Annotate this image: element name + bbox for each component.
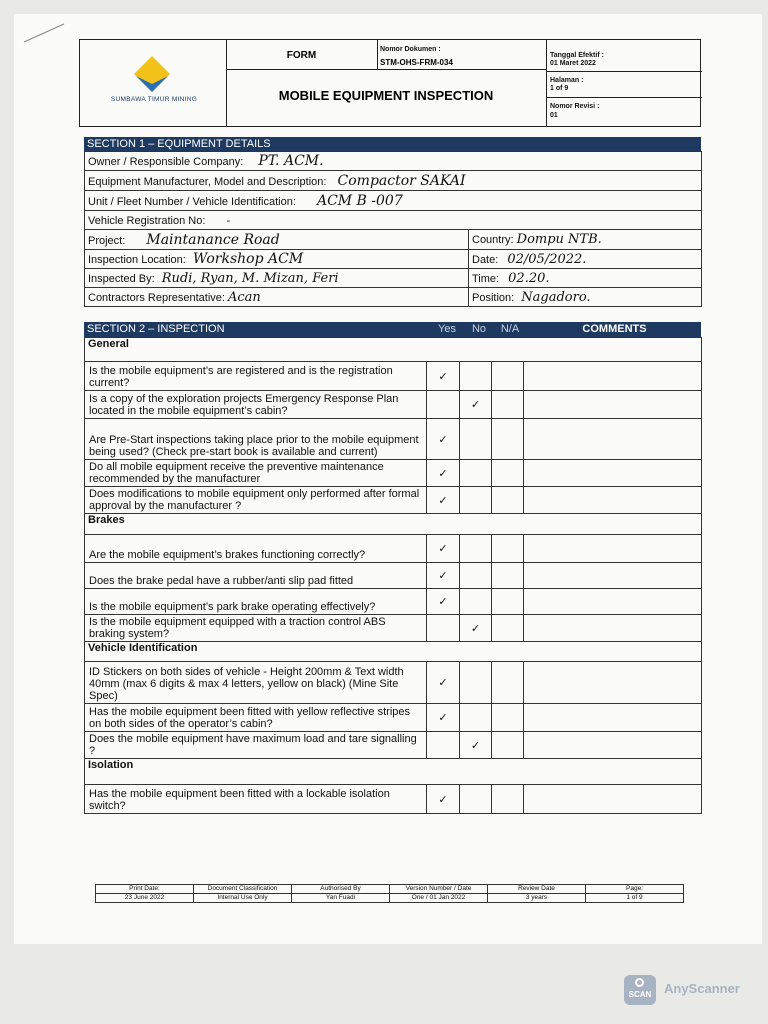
answer-no-cell[interactable] xyxy=(460,535,492,563)
revision-value: 01 xyxy=(550,112,558,119)
answer-yes-cell[interactable] xyxy=(427,391,460,419)
comments-cell[interactable] xyxy=(524,391,702,419)
revision-label: Nomor Revisi : xyxy=(550,103,600,110)
contractor-value: Acan xyxy=(228,289,261,305)
date-value: 02/05/2022. xyxy=(507,251,587,267)
answer-no-cell[interactable] xyxy=(460,662,492,704)
check-mark-icon: ✓ xyxy=(438,595,448,608)
answer-yes-cell[interactable] xyxy=(427,362,460,391)
category-label: Isolation xyxy=(85,759,702,785)
time-label: Time: xyxy=(472,272,500,285)
question-text: Does the mobile equipment have maximum load and tare signalling ? xyxy=(85,732,427,759)
footer-version-label: Version Number / Date xyxy=(390,885,488,894)
location-value: Workshop ACM xyxy=(192,251,304,267)
date-cell xyxy=(469,250,702,269)
answer-yes-cell[interactable] xyxy=(427,487,460,514)
answer-no-cell[interactable] xyxy=(460,362,492,391)
question-text: Do all mobile equipment receive the preventive maintenance recommended by the manufacturer xyxy=(85,460,427,487)
answer-na-cell[interactable] xyxy=(492,391,524,419)
check-mark-icon: ✓ xyxy=(438,711,448,724)
manufacturer-row xyxy=(85,171,702,191)
footer-review: 3 years xyxy=(488,894,586,903)
comments-cell[interactable] xyxy=(524,535,702,563)
unit-row xyxy=(85,191,702,211)
check-mark-icon: ✓ xyxy=(438,792,448,806)
date-label: Date: xyxy=(472,253,499,266)
answer-na-cell[interactable] xyxy=(492,785,524,814)
answer-no-cell[interactable] xyxy=(460,732,492,759)
company-name: SUMBAWA TIMUR MINING xyxy=(110,96,198,103)
owner-label: Owner / Responsible Company: xyxy=(88,156,244,168)
company-logo xyxy=(132,54,172,94)
answer-no-cell[interactable] xyxy=(460,460,492,487)
effective-date-label: Tanggal Efektif : xyxy=(550,52,604,59)
answer-no-cell[interactable] xyxy=(460,419,492,460)
question-text: Does modifications to mobile equipment only performed after formal approval by the manufacturer ? xyxy=(85,487,427,514)
equipment-details-table xyxy=(84,151,702,307)
footer-classification: Internal Use Only xyxy=(194,894,292,903)
category-row-brakes xyxy=(85,514,702,535)
comments-cell[interactable] xyxy=(524,615,702,642)
manufacturer-label: Equipment Manufacturer, Model and Description: xyxy=(88,175,327,188)
effective-date: 01 Maret 2022 xyxy=(550,60,596,67)
answer-yes-cell[interactable] xyxy=(427,785,460,814)
question-text: Has the mobile equipment been fitted with a lockable isolation switch? xyxy=(85,785,427,814)
location-label: Inspection Location: xyxy=(88,254,186,266)
footer-authorised-label: Authorised By xyxy=(292,885,390,894)
answer-no-cell[interactable] xyxy=(460,785,492,814)
doc-number: STM-OHS-FRM-034 xyxy=(380,58,453,67)
answer-yes-cell[interactable] xyxy=(427,419,460,460)
scanner-logo-icon xyxy=(624,975,656,1005)
answer-yes-cell[interactable] xyxy=(427,615,460,642)
check-mark-icon: ✓ xyxy=(438,369,448,383)
project-label: Project: xyxy=(88,234,126,247)
scanner-watermark: AnyScanner xyxy=(664,981,740,996)
answer-na-cell[interactable] xyxy=(492,563,524,589)
question-text: Is a copy of the exploration projects Emergency Response Plan located in the mobile equipment’s cabin? xyxy=(85,391,427,419)
inspection-table xyxy=(84,337,702,814)
answer-na-cell[interactable] xyxy=(492,615,524,642)
answer-na-cell[interactable] xyxy=(492,487,524,514)
answer-na-cell[interactable] xyxy=(492,732,524,759)
col-no-header: No xyxy=(471,323,487,335)
answer-na-cell[interactable] xyxy=(492,704,524,732)
form-label: FORM xyxy=(286,50,317,61)
position-label: Position: xyxy=(472,291,515,304)
footer-value-row xyxy=(96,894,684,903)
question-row xyxy=(85,535,702,563)
check-mark-icon: ✓ xyxy=(438,493,448,507)
answer-no-cell[interactable] xyxy=(460,589,492,615)
owner-value: PT. ACM. xyxy=(258,153,324,169)
scanner-badge: SCAN xyxy=(628,990,652,999)
question-row xyxy=(85,785,702,814)
answer-na-cell[interactable] xyxy=(492,589,524,615)
comments-cell[interactable] xyxy=(524,362,702,391)
question-row xyxy=(85,662,702,704)
section2-heading-bar xyxy=(84,322,701,337)
country-label: Country: xyxy=(472,234,514,246)
footer-header-row xyxy=(96,885,684,894)
country-cell xyxy=(469,230,702,250)
question-row xyxy=(85,563,702,589)
check-mark-icon: ✓ xyxy=(470,621,481,635)
owner-row xyxy=(85,152,702,171)
question-row xyxy=(85,732,702,759)
category-label: Brakes xyxy=(85,514,702,535)
answer-yes-cell[interactable] xyxy=(427,563,460,589)
answer-no-cell[interactable] xyxy=(460,704,492,732)
question-text: Does the brake pedal have a rubber/anti slip pad fitted xyxy=(85,563,427,589)
answer-na-cell[interactable] xyxy=(492,419,524,460)
footer-table xyxy=(95,884,684,903)
answer-no-cell[interactable] xyxy=(460,391,492,419)
answer-yes-cell[interactable] xyxy=(427,732,460,759)
comments-cell[interactable] xyxy=(524,563,702,589)
check-mark-icon: ✓ xyxy=(470,398,481,411)
comments-cell[interactable] xyxy=(524,785,702,814)
comments-cell[interactable] xyxy=(524,704,702,732)
question-text: Has the mobile equipment been fitted with yellow reflective stripes on both sides of the operator’s cabin? xyxy=(85,704,427,732)
answer-yes-cell[interactable] xyxy=(427,704,460,732)
check-mark-icon: ✓ xyxy=(438,432,448,446)
category-label: General xyxy=(85,338,702,362)
project-cell xyxy=(85,230,469,250)
answer-na-cell[interactable] xyxy=(492,535,524,563)
comments-cell[interactable] xyxy=(524,662,702,704)
pen-mark xyxy=(20,18,70,48)
inspected-label: Inspected By: xyxy=(88,272,155,285)
document-header xyxy=(79,39,701,127)
question-text: Are Pre-Start inspections taking place prior to the mobile equipment being used? (Check pre-start book is available and current) xyxy=(85,419,427,460)
col-comments-header: COMMENTS xyxy=(582,323,647,335)
unit-value: ACM B -007 xyxy=(316,192,403,209)
contractor-cell xyxy=(85,288,469,307)
category-row-vehicle-id xyxy=(85,642,702,662)
answer-na-cell[interactable] xyxy=(492,460,524,487)
question-row xyxy=(85,589,702,615)
answer-na-cell[interactable] xyxy=(492,662,524,704)
answer-na-cell[interactable] xyxy=(492,362,524,391)
answer-no-cell[interactable] xyxy=(460,563,492,589)
comments-cell[interactable] xyxy=(524,589,702,615)
footer-classification-label: Document Classification xyxy=(194,885,292,894)
footer-authorised: Yan Fuadi xyxy=(292,894,390,903)
registration-label: Vehicle Registration No: xyxy=(88,214,206,227)
footer-print-date: 23 June 2022 xyxy=(96,894,194,903)
check-mark-icon: ✓ xyxy=(438,676,448,689)
question-text: Are the mobile equipment’s brakes functioning correctly? xyxy=(85,535,427,563)
check-mark-icon: ✓ xyxy=(470,738,481,752)
question-text: Is the mobile equipment’s are registered and is the registration current? xyxy=(85,362,427,391)
col-na-header: N/A xyxy=(500,323,520,335)
country-value: Dompu NTB. xyxy=(516,232,602,247)
manufacturer-value: Compactor SAKAI xyxy=(337,172,466,189)
footer-version: One / 01 Jan 2022 xyxy=(390,894,488,903)
location-cell xyxy=(85,250,469,269)
answer-no-cell[interactable] xyxy=(460,487,492,514)
form-title: MOBILE EQUIPMENT INSPECTION xyxy=(278,88,494,103)
answer-yes-cell[interactable] xyxy=(427,460,460,487)
time-cell xyxy=(469,269,702,288)
question-row xyxy=(85,460,702,487)
question-row xyxy=(85,362,702,391)
answer-no-cell[interactable] xyxy=(460,615,492,642)
answer-yes-cell[interactable] xyxy=(427,589,460,615)
unit-label: Unit / Fleet Number / Vehicle Identification: xyxy=(88,195,296,208)
category-label: Vehicle Identification xyxy=(85,642,702,662)
col-yes-header: Yes xyxy=(438,323,456,335)
answer-yes-cell[interactable] xyxy=(427,662,460,704)
question-row xyxy=(85,487,702,514)
question-row xyxy=(85,419,702,460)
category-row-isolation xyxy=(85,759,702,785)
question-row xyxy=(85,704,702,732)
answer-yes-cell[interactable] xyxy=(427,535,460,563)
question-text: Is the mobile equipment’s park brake operating effectively? xyxy=(85,589,427,615)
contractor-label: Contractors Representative: xyxy=(88,291,225,304)
inspected-value: Rudi, Ryan, M. Mizan, Feri xyxy=(161,270,339,286)
footer-page: 1 of 9 xyxy=(586,894,684,903)
check-mark-icon: ✓ xyxy=(438,569,448,582)
inspected-cell xyxy=(85,269,469,288)
category-row-general xyxy=(85,338,702,362)
position-cell xyxy=(469,288,702,307)
page-label: Halaman : xyxy=(550,77,584,84)
comments-cell[interactable] xyxy=(524,732,702,759)
section1-heading: SECTION 1 – EQUIPMENT DETAILS xyxy=(84,137,701,151)
question-text: Is the mobile equipment equipped with a traction control ABS braking system? xyxy=(85,615,427,642)
time-value: 02.20. xyxy=(508,270,550,286)
question-row xyxy=(85,615,702,642)
doc-number-label: Nomor Dokumen : xyxy=(380,46,441,53)
project-value: Maintanance Road xyxy=(146,231,280,248)
footer-page-label: Page: xyxy=(586,885,684,894)
question-text: ID Stickers on both sides of vehicle - Height 200mm & Text width 40mm (max 6 digits & max 4 letters, yellow on black) (Mine Site Spec) xyxy=(85,662,427,704)
registration-row xyxy=(85,211,702,230)
footer-review-label: Review Date xyxy=(488,885,586,894)
check-mark-icon: ✓ xyxy=(438,466,448,480)
registration-value: - xyxy=(226,213,231,227)
position-value: Nagadoro. xyxy=(521,289,591,305)
question-row xyxy=(85,391,702,419)
footer-print-date-label: Print Date: xyxy=(96,885,194,894)
check-mark-icon: ✓ xyxy=(438,542,448,555)
comments-cell[interactable] xyxy=(524,419,702,460)
page-value: 1 of 9 xyxy=(550,85,569,92)
comments-cell[interactable] xyxy=(524,460,702,487)
comments-cell[interactable] xyxy=(524,487,702,514)
section2-heading: SECTION 2 – INSPECTION xyxy=(87,323,225,335)
